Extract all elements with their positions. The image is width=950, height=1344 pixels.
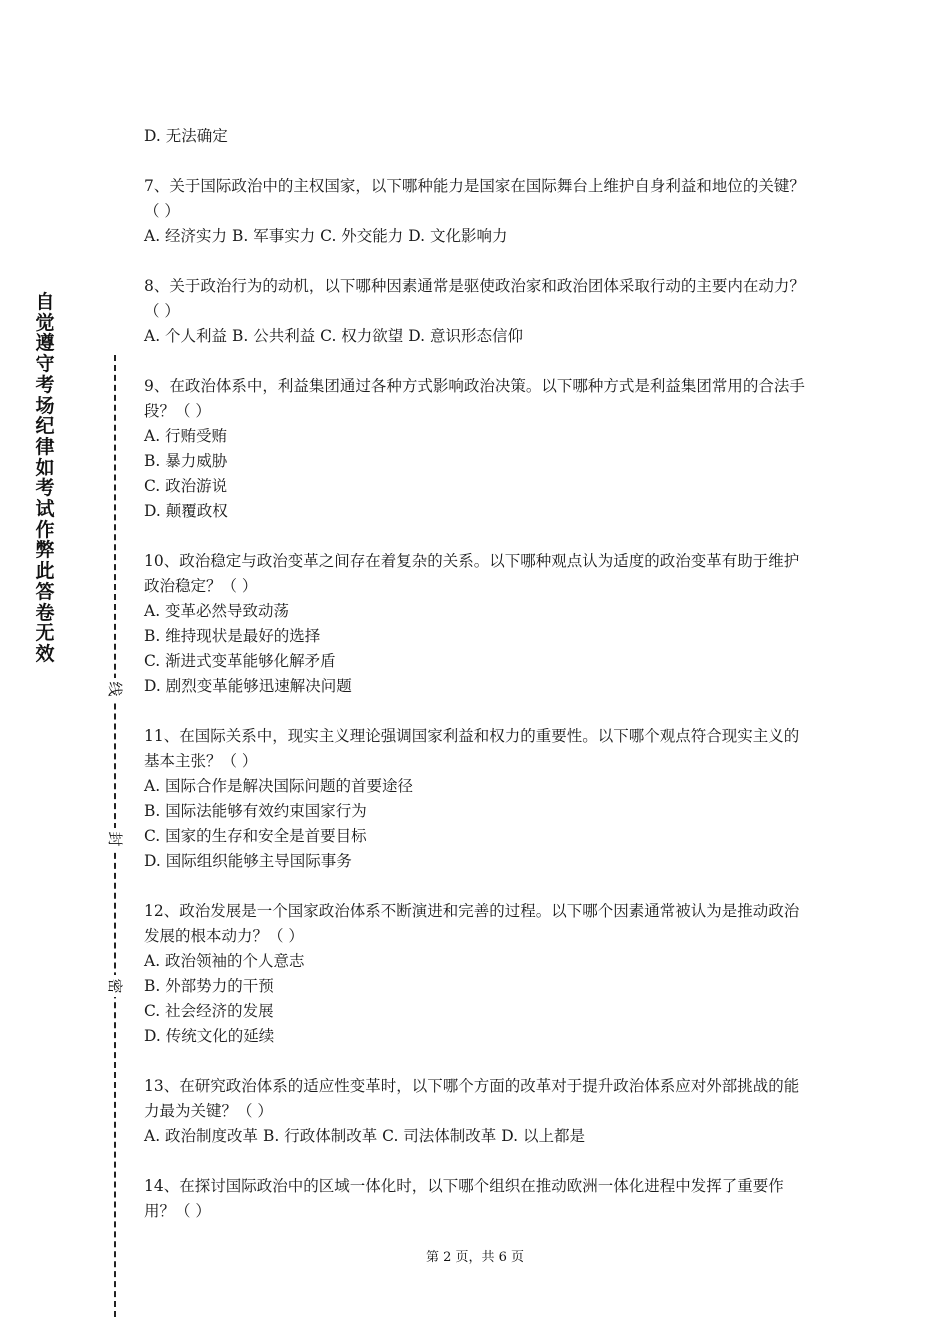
option-b: B. 维持现状是最好的选择: [144, 627, 321, 645]
option-b: B. 国际法能够有效约束国家行为: [144, 802, 367, 820]
exam-discipline-warning: 自觉遵守考场纪律如考试作弊此答卷无效: [35, 291, 55, 665]
option-d: D. 颠覆政权: [144, 502, 228, 520]
binding-mark-xian: 线: [104, 678, 126, 700]
question-8: [144, 274, 814, 349]
question-stem: 14、在探讨国际政治中的区域一体化时，以下哪个组织在推动欧洲一体化进程中发挥了重要作用？（ ）: [144, 1177, 784, 1220]
question-7: [144, 174, 814, 249]
option-a: A. 国际合作是解决国际问题的首要途径: [144, 777, 414, 795]
option-b: B. 外部势力的干预: [144, 977, 274, 995]
question-list: [144, 124, 814, 1249]
carry-over-block: [144, 124, 814, 149]
question-stem: 10、政治稳定与政治变革之间存在着复杂的关系。以下哪种观点认为适度的政治变革有助于维护政治稳定？（ ）: [144, 552, 800, 595]
option-c: C. 社会经济的发展: [144, 1002, 274, 1020]
question-stem: 7、关于国际政治中的主权国家，以下哪种能力是国家在国际舞台上维护自身利益和地位的关键？（ ）: [144, 177, 805, 220]
question-11: [144, 724, 814, 874]
question-12: [144, 899, 814, 1049]
question-stem: 11、在国际关系中，现实主义理论强调国家利益和权力的重要性。以下哪个观点符合现实主义的基本主张？（ ）: [144, 727, 800, 770]
option-a: A. 变革必然导致动荡: [144, 602, 290, 620]
option-a: A. 行贿受贿: [144, 427, 228, 445]
question-10: [144, 549, 814, 699]
option-d: D. 国际组织能够主导国际事务: [144, 852, 352, 870]
question-stem: 8、关于政治行为的动机，以下哪种因素通常是驱使政治家和政治团体采取行动的主要内在动力？（ ）: [144, 277, 805, 320]
page-footer: 第 2 页，共 6 页: [425, 1250, 525, 1265]
option-c: C. 政治游说: [144, 477, 228, 495]
carry-over-option: D. 无法确定: [144, 127, 228, 145]
option-d: D. 传统文化的延续: [144, 1027, 275, 1045]
option-b: B. 暴力威胁: [144, 452, 228, 470]
question-13: [144, 1074, 814, 1149]
question-stem: 13、在研究政治体系的适应性变革时，以下哪个方面的改革对于提升政治体系应对外部挑战的能力最为关键？（ ）: [144, 1077, 800, 1120]
question-14: [144, 1174, 814, 1224]
option-c: C. 渐进式变革能够化解矛盾: [144, 652, 336, 670]
option-c: C. 国家的生存和安全是首要目标: [144, 827, 367, 845]
question-options: A. 政治制度改革 B. 行政体制改革 C. 司法体制改革 D. 以上都是: [144, 1127, 585, 1145]
question-9: [144, 374, 814, 524]
question-options: A. 经济实力 B. 军事实力 C. 外交能力 D. 文化影响力: [144, 227, 508, 245]
binding-mark-feng: 封: [104, 828, 126, 850]
option-d: D. 剧烈变革能够迅速解决问题: [144, 677, 352, 695]
option-a: A. 政治领袖的个人意志: [144, 952, 305, 970]
question-options: A. 个人利益 B. 公共利益 C. 权力欲望 D. 意识形态信仰: [144, 327, 523, 345]
binding-mark-mi: 密: [104, 975, 126, 997]
question-stem: 12、政治发展是一个国家政治体系不断演进和完善的过程。以下哪个因素通常被认为是推动政治发展的根本动力？（ ）: [144, 902, 800, 945]
question-stem: 9、在政治体系中，利益集团通过各种方式影响政治决策。以下哪种方式是利益集团常用的合法手段？（ ）: [144, 377, 805, 420]
